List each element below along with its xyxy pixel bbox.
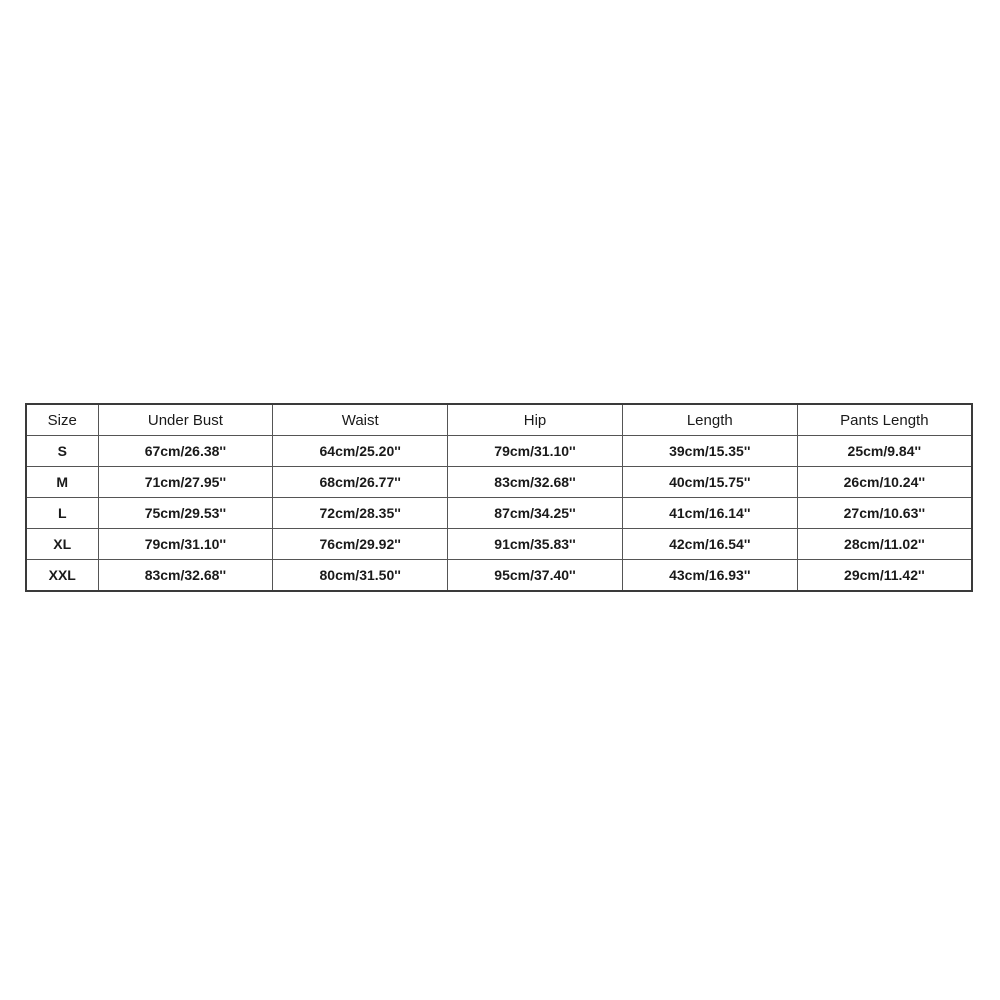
header-size: Size xyxy=(26,404,98,436)
waist-cell: 64cm/25.20'' xyxy=(273,436,448,467)
under-bust-cell: 79cm/31.10'' xyxy=(98,529,273,560)
pants-length-cell: 25cm/9.84'' xyxy=(797,436,972,467)
waist-cell: 72cm/28.35'' xyxy=(273,498,448,529)
size-cell: L xyxy=(26,498,98,529)
pants-length-cell: 26cm/10.24'' xyxy=(797,467,972,498)
hip-cell: 95cm/37.40'' xyxy=(448,560,623,592)
hip-cell: 91cm/35.83'' xyxy=(448,529,623,560)
under-bust-cell: 71cm/27.95'' xyxy=(98,467,273,498)
pants-length-cell: 29cm/11.42'' xyxy=(797,560,972,592)
size-cell: M xyxy=(26,467,98,498)
length-cell: 41cm/16.14'' xyxy=(622,498,797,529)
hip-cell: 87cm/34.25'' xyxy=(448,498,623,529)
header-row xyxy=(26,404,972,436)
length-cell: 42cm/16.54'' xyxy=(622,529,797,560)
table-row xyxy=(26,436,972,467)
header-hip: Hip xyxy=(448,404,623,436)
pants-length-cell: 27cm/10.63'' xyxy=(797,498,972,529)
length-cell: 40cm/15.75'' xyxy=(622,467,797,498)
table-row xyxy=(26,467,972,498)
header-length: Length xyxy=(622,404,797,436)
waist-cell: 68cm/26.77'' xyxy=(273,467,448,498)
pants-length-cell: 28cm/11.02'' xyxy=(797,529,972,560)
under-bust-cell: 67cm/26.38'' xyxy=(98,436,273,467)
size-cell: XXL xyxy=(26,560,98,592)
hip-cell: 83cm/32.68'' xyxy=(448,467,623,498)
size-cell: S xyxy=(26,436,98,467)
table-row xyxy=(26,529,972,560)
under-bust-cell: 83cm/32.68'' xyxy=(98,560,273,592)
header-pants-length: Pants Length xyxy=(797,404,972,436)
table-row xyxy=(26,498,972,529)
waist-cell: 76cm/29.92'' xyxy=(273,529,448,560)
size-cell: XL xyxy=(26,529,98,560)
length-cell: 43cm/16.93'' xyxy=(622,560,797,592)
waist-cell: 80cm/31.50'' xyxy=(273,560,448,592)
size-chart-table xyxy=(25,403,973,592)
length-cell: 39cm/15.35'' xyxy=(622,436,797,467)
under-bust-cell: 75cm/29.53'' xyxy=(98,498,273,529)
header-under-bust: Under Bust xyxy=(98,404,273,436)
header-waist: Waist xyxy=(273,404,448,436)
hip-cell: 79cm/31.10'' xyxy=(448,436,623,467)
table-row xyxy=(26,560,972,592)
